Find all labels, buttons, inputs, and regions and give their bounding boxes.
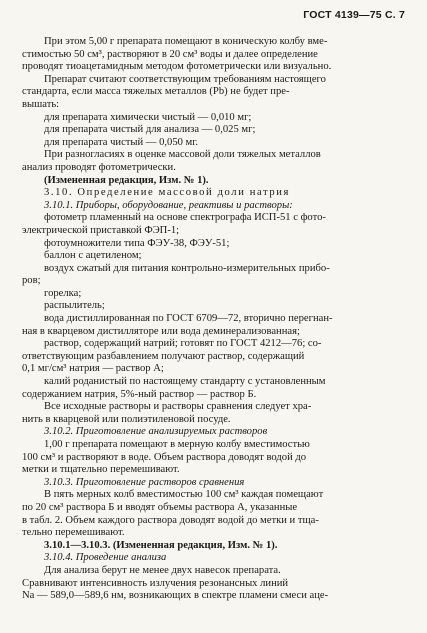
page-header: ГОСТ 4139—75 С. 7 <box>303 9 405 21</box>
text-line: нить в кварцевой или полиэтиленовой посуде. <box>22 413 231 425</box>
text-line: 1,00 г препарата помещают в мерную колбу вместимостью <box>44 439 310 450</box>
document-body <box>22 36 412 603</box>
subsection-heading: 3.10.2. Приготовление анализируемых растворов <box>44 426 268 438</box>
text-line: При разногласиях в оценке массовой доли тяжелых металлов <box>44 149 321 161</box>
text-line: содержанием натрия, 5%-ный раствор — раствор Б. <box>22 388 257 400</box>
text-line: горелка; <box>44 287 82 299</box>
text-line: раствор, содержащий натрий; готовят по ГОСТ 4212—76; со- <box>44 338 322 350</box>
text-line: вода дистиллированная по ГОСТ 6709—72, вторично перегнан- <box>44 313 333 325</box>
section-heading: 3.10. Определение массовой доли натрия <box>44 187 291 199</box>
text-line: проводят тиоацетамидным методом фотометрически или визуально. <box>22 61 332 73</box>
text-line: стандарта, если масса тяжелых металлов (Pb) не будет пре- <box>22 86 290 98</box>
text-line: метки и тщательно перемешивают. <box>22 464 180 476</box>
text-line: для препарата чистый для анализа — 0,025 мг; <box>44 124 256 136</box>
text-line: калий роданистый по настоящему стандарту с установленным <box>44 376 326 388</box>
text-line: для препарата чистый — 0,050 мг. <box>44 136 199 148</box>
text-line: распылитель; <box>44 300 105 312</box>
text-line: ров; <box>22 275 41 287</box>
text-line: стимостью 50 см³, растворяют в 20 см³ воды и далее определение <box>22 48 318 60</box>
text-line: вышать: <box>22 98 60 110</box>
text-line: по 20 см³ раствора Б и вводят объемы раствора А, указанные <box>22 501 298 513</box>
text-line: для препарата химически чистый — 0,010 мг; <box>44 111 252 123</box>
text-line: анализ проводят фотометрически. <box>22 161 176 173</box>
text-line: фотоумножители типа ФЭУ-38, ФЭУ-51; <box>44 237 230 249</box>
text-line: ответствующим разбавлением получают раствор, содержащий <box>22 350 305 362</box>
text-line: фотометр пламенный на основе спектрографа ИСП-51 с фото- <box>44 212 326 224</box>
subsection-heading: 3.10.1. Приборы, оборудование, реактивы и растворы: <box>44 199 293 211</box>
text-line: Na — 589,0—589,6 нм, возникающих в спектре пламени смеси аце- <box>22 590 329 602</box>
text-line: воздух сжатый для питания контрольно-измерительных прибо- <box>44 262 330 274</box>
subsection-heading: 3.10.4. Проведение анализа <box>44 552 167 564</box>
text-line: 100 см³ и растворяют в воде. Объем раствора доводят водой до <box>22 451 307 463</box>
text-line: 0,1 мг/см³ натрия — раствор А; <box>22 363 164 375</box>
text-line: ная в кварцевом дистилляторе или вода деминерализованная; <box>22 325 300 337</box>
subsection-heading: 3.10.3. Приготовление растворов сравнения <box>44 476 245 488</box>
text-line: Для анализа берут не менее двух навесок препарата. <box>44 564 281 576</box>
text-line: баллон с ацетиленом; <box>44 250 142 262</box>
text-line: Препарат считают соответствующим требованиям настоящего <box>44 73 326 85</box>
text-line: Сравнивают интенсивность излучения резонансных линий <box>22 577 289 589</box>
text-line: В пять мерных колб вместимостью 100 см³ каждая помещают <box>44 489 324 501</box>
amendment-note: 3.10.1—3.10.3. (Измененная редакция, Изм. № 1). <box>44 539 278 551</box>
text-line: Все исходные растворы и растворы сравнения следует хра- <box>44 401 312 413</box>
text-line: тельно перемешивают. <box>22 527 125 539</box>
text-line: электрической приставкой ФЭП-1; <box>22 224 180 236</box>
amendment-note: (Измененная редакция, Изм. № 1). <box>44 174 209 186</box>
text-line: в табл. 2. Объем каждого раствора доводят водой до метки и тща- <box>22 514 319 526</box>
text-line: При этом 5,00 г препарата помещают в коническую колбу вме- <box>44 36 328 47</box>
